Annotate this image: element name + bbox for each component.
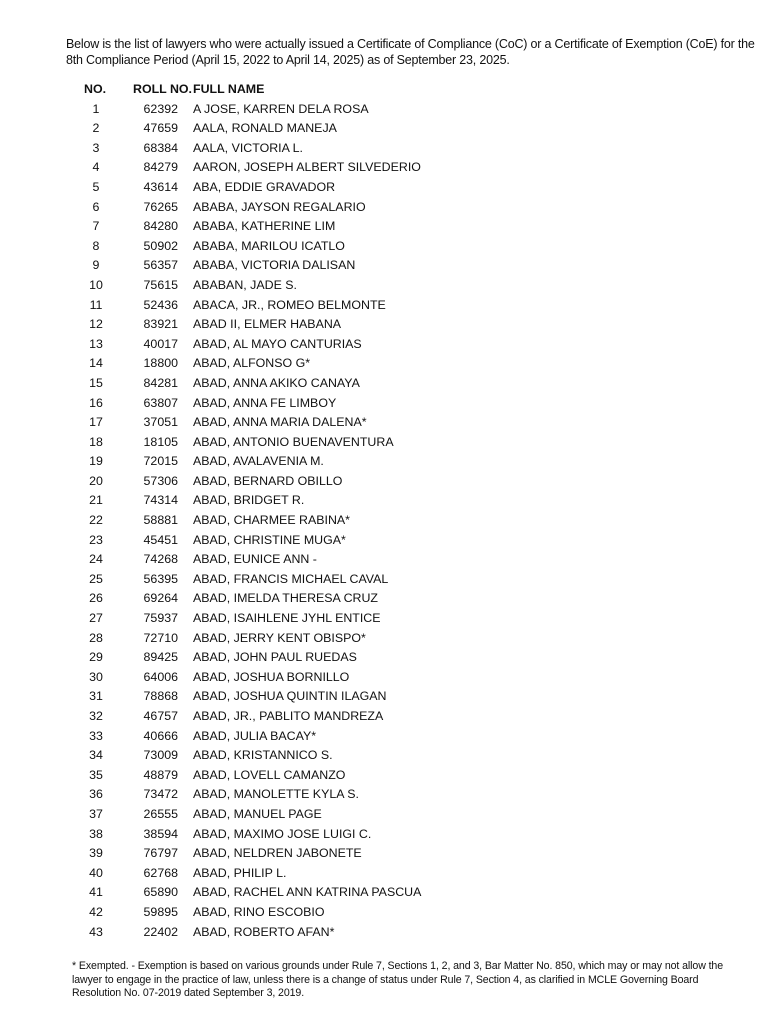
row-roll-no: 52436 [143, 297, 178, 312]
table-row [0, 374, 768, 394]
row-full-name: ABAD, CHARMEE RABINA* [193, 513, 350, 528]
row-number: 40 [89, 865, 103, 880]
row-number: 16 [89, 395, 103, 410]
row-full-name: ABABA, JAYSON REGALARIO [193, 199, 366, 214]
row-full-name: ABAD, ANNA MARIA DALENA* [193, 415, 367, 430]
table-row [0, 354, 768, 374]
row-full-name: ABAD, NELDREN JABONETE [193, 846, 362, 861]
row-full-name: ABAD, AVALAVENIA M. [193, 454, 324, 469]
table-row [0, 452, 768, 472]
row-number: 14 [89, 356, 103, 371]
row-full-name: AARON, JOSEPH ALBERT SILVEDERIO [193, 160, 421, 175]
row-number: 24 [89, 552, 103, 567]
row-full-name: ABAD, ANTONIO BUENAVENTURA [193, 434, 394, 449]
row-full-name: AALA, VICTORIA L. [193, 140, 303, 155]
row-number: 34 [89, 748, 103, 763]
row-full-name: ABAD, CHRISTINE MUGA* [193, 532, 346, 547]
row-full-name: ABAD, MAXIMO JOSE LUIGI C. [193, 826, 372, 841]
row-full-name: A JOSE, KARREN DELA ROSA [193, 101, 369, 116]
table-row [0, 844, 768, 864]
row-full-name: ABAD, FRANCIS MICHAEL CAVAL [193, 571, 389, 586]
row-roll-no: 48879 [143, 767, 178, 782]
header-roll-no: ROLL NO. [133, 82, 192, 96]
row-full-name: ABAD, RACHEL ANN KATRINA PASCUA [193, 885, 422, 900]
row-roll-no: 59895 [143, 904, 178, 919]
table-row [0, 178, 768, 198]
footnote: * Exempted. - Exemption is based on various grounds under Rule 7, Sections 1, 2, and 3, Bar Matter No. 850, which may or may not allow the lawyer to engage in the practice of law, unless there is a change of status under Rule 7, Section 4, as clarified in MCLE Governing Board Resolution No. 07-2019 dated September 3, 2019. [72, 960, 724, 999]
row-number: 12 [89, 317, 103, 332]
row-number: 9 [92, 258, 100, 273]
row-roll-no: 63807 [143, 395, 178, 410]
row-roll-no: 62392 [143, 101, 178, 116]
table-row [0, 472, 768, 492]
table-row [0, 158, 768, 178]
row-roll-no: 75615 [143, 277, 178, 292]
row-number: 15 [89, 375, 103, 390]
row-full-name: ABABA, MARILOU ICATLO [193, 238, 345, 253]
lawyers-table [0, 80, 768, 942]
row-full-name: ABAD, JR., PABLITO MANDREZA [193, 709, 384, 723]
row-full-name: ABAD, JERRY KENT OBISPO* [193, 630, 366, 645]
row-full-name: ABAD II, ELMER HABANA [193, 317, 342, 332]
table-row [0, 139, 768, 159]
row-roll-no: 76265 [143, 199, 178, 214]
row-number: 5 [92, 179, 100, 194]
row-roll-no: 40666 [143, 728, 178, 743]
table-row [0, 864, 768, 884]
row-number: 37 [89, 806, 103, 821]
row-number: 10 [89, 277, 103, 292]
row-roll-no: 37051 [143, 415, 178, 430]
row-number: 26 [89, 591, 103, 606]
row-roll-no: 72015 [143, 454, 178, 469]
row-number: 42 [89, 904, 103, 919]
table-row [0, 785, 768, 805]
row-number: 41 [89, 885, 103, 900]
row-number: 8 [92, 238, 100, 253]
row-number: 21 [89, 493, 103, 508]
header-no: NO. [84, 82, 107, 96]
row-full-name: ABAD, ISAIHLENE JYHL ENTICE [193, 611, 381, 626]
table-row [0, 198, 768, 218]
row-number: 31 [89, 689, 103, 704]
row-full-name: ABAD, ANNA FE LIMBOY [193, 395, 337, 410]
row-number: 23 [89, 532, 103, 547]
table-row [0, 550, 768, 570]
table-row [0, 746, 768, 766]
header-full-name: FULL NAME [193, 82, 265, 96]
row-roll-no: 72710 [143, 630, 178, 645]
row-number: 3 [92, 140, 100, 155]
row-roll-no: 38594 [143, 826, 178, 841]
row-number: 19 [89, 454, 103, 469]
row-full-name: ABAD, ANNA AKIKO CANAYA [193, 375, 360, 390]
table-row [0, 727, 768, 747]
row-number: 4 [92, 160, 100, 175]
table-row [0, 335, 768, 355]
row-roll-no: 56357 [143, 258, 178, 273]
row-full-name: ABAD, BERNARD OBILLO [193, 473, 343, 488]
table-row [0, 394, 768, 414]
row-roll-no: 69264 [143, 591, 178, 606]
row-roll-no: 57306 [143, 473, 178, 488]
row-number: 35 [89, 767, 103, 782]
row-full-name: ABAD, EUNICE ANN - [193, 552, 317, 567]
row-roll-no: 74268 [143, 552, 178, 567]
table-row [0, 413, 768, 433]
row-full-name: ABABA, VICTORIA DALISAN [193, 258, 356, 273]
row-number: 2 [92, 121, 100, 136]
row-roll-no: 78868 [143, 689, 178, 704]
row-number: 29 [89, 650, 103, 665]
row-number: 1 [92, 101, 100, 116]
row-roll-no: 50902 [143, 238, 178, 253]
row-roll-no: 83921 [143, 317, 178, 332]
row-full-name: ABAD, ALFONSO G* [193, 356, 311, 371]
row-roll-no: 76797 [143, 846, 178, 861]
row-number: 27 [89, 611, 103, 626]
table-row [0, 296, 768, 316]
row-number: 13 [89, 336, 103, 351]
table-row [0, 256, 768, 276]
row-roll-no: 18105 [143, 434, 178, 449]
row-full-name: ABAD, IMELDA THERESA CRUZ [193, 591, 378, 606]
row-full-name: ABABA, KATHERINE LIM [193, 219, 336, 234]
table-row [0, 629, 768, 649]
table-row [0, 100, 768, 120]
row-full-name: ABAD, ROBERTO AFAN* [193, 924, 335, 939]
table-row [0, 531, 768, 551]
table-row [0, 589, 768, 609]
row-full-name: ABAD, AL MAYO CANTURIAS [193, 336, 362, 351]
row-roll-no: 64006 [143, 669, 178, 684]
row-roll-no: 45451 [143, 532, 178, 547]
table-row [0, 315, 768, 335]
row-roll-no: 84281 [143, 375, 178, 390]
table-row [0, 491, 768, 511]
row-full-name: ABA, EDDIE GRAVADOR [193, 179, 336, 194]
row-number: 43 [89, 924, 103, 939]
row-number: 22 [89, 513, 103, 528]
table-row [0, 805, 768, 825]
row-full-name: AALA, RONALD MANEJA [193, 121, 337, 136]
table-row [0, 217, 768, 237]
row-roll-no: 58881 [143, 513, 178, 528]
row-full-name: ABAD, RINO ESCOBIO [193, 904, 325, 919]
row-full-name: ABAD, MANUEL PAGE [193, 806, 322, 821]
row-number: 38 [89, 826, 103, 841]
row-full-name: ABAD, PHILIP L. [193, 865, 287, 880]
row-roll-no: 26555 [143, 806, 178, 821]
row-number: 25 [89, 571, 103, 586]
row-roll-no: 73009 [143, 748, 178, 763]
row-full-name: ABAD, LOVELL CAMANZO [193, 767, 346, 782]
intro-paragraph: Below is the list of lawyers who were actually issued a Certificate of Compliance (CoC) or a Certificate of Exemption (CoE) for the 8th Compliance Period (April 15, 2022 to April 14, 2025) as of September 23, 2025. [66, 37, 755, 67]
row-roll-no: 73472 [143, 787, 178, 802]
row-roll-no: 89425 [143, 650, 178, 665]
row-roll-no: 46757 [143, 709, 178, 723]
row-roll-no: 62768 [143, 865, 178, 880]
table-row [0, 707, 768, 727]
table-row [0, 648, 768, 668]
table-row [0, 276, 768, 296]
row-roll-no: 68384 [143, 140, 178, 155]
row-roll-no: 84279 [143, 160, 178, 175]
table-header-row [0, 80, 768, 100]
table-row [0, 668, 768, 688]
table-row [0, 511, 768, 531]
row-number: 17 [89, 415, 103, 430]
table-row [0, 825, 768, 845]
row-number: 6 [92, 199, 100, 214]
table-row [0, 609, 768, 629]
table-row [0, 119, 768, 139]
row-full-name: ABAD, KRISTANNICO S. [193, 748, 333, 763]
row-number: 20 [89, 473, 103, 488]
row-full-name: ABAD, BRIDGET R. [193, 493, 305, 508]
table-row [0, 766, 768, 786]
row-roll-no: 43614 [143, 179, 178, 194]
row-full-name: ABAD, MANOLETTE KYLA S. [193, 787, 359, 802]
table-row [0, 687, 768, 707]
row-number: 28 [89, 630, 103, 645]
row-full-name: ABAD, JULIA BACAY* [193, 728, 317, 743]
row-number: 36 [89, 787, 103, 802]
row-full-name: ABACA, JR., ROMEO BELMONTE [193, 297, 386, 312]
table-row [0, 903, 768, 923]
row-number: 18 [89, 434, 103, 449]
row-roll-no: 84280 [143, 219, 178, 234]
table-row [0, 570, 768, 590]
row-number: 33 [89, 728, 103, 743]
row-roll-no: 40017 [143, 336, 178, 351]
row-full-name: ABABAN, JADE S. [193, 277, 297, 292]
row-number: 32 [89, 709, 103, 723]
row-roll-no: 75937 [143, 611, 178, 626]
table-row [0, 923, 768, 943]
row-number: 7 [92, 219, 100, 234]
row-roll-no: 56395 [143, 571, 178, 586]
row-full-name: ABAD, JOSHUA BORNILLO [193, 669, 350, 684]
table-row [0, 883, 768, 903]
row-number: 39 [89, 846, 103, 861]
row-roll-no: 74314 [143, 493, 178, 508]
row-roll-no: 18800 [143, 356, 178, 371]
row-full-name: ABAD, JOHN PAUL RUEDAS [193, 650, 357, 665]
row-number: 11 [89, 297, 103, 312]
row-full-name: ABAD, JOSHUA QUINTIN ILAGAN [193, 689, 387, 704]
table-row [0, 237, 768, 257]
row-roll-no: 22402 [143, 924, 178, 939]
row-roll-no: 65890 [143, 885, 178, 900]
row-number: 30 [89, 669, 103, 684]
table-row [0, 433, 768, 453]
row-roll-no: 47659 [143, 121, 178, 136]
